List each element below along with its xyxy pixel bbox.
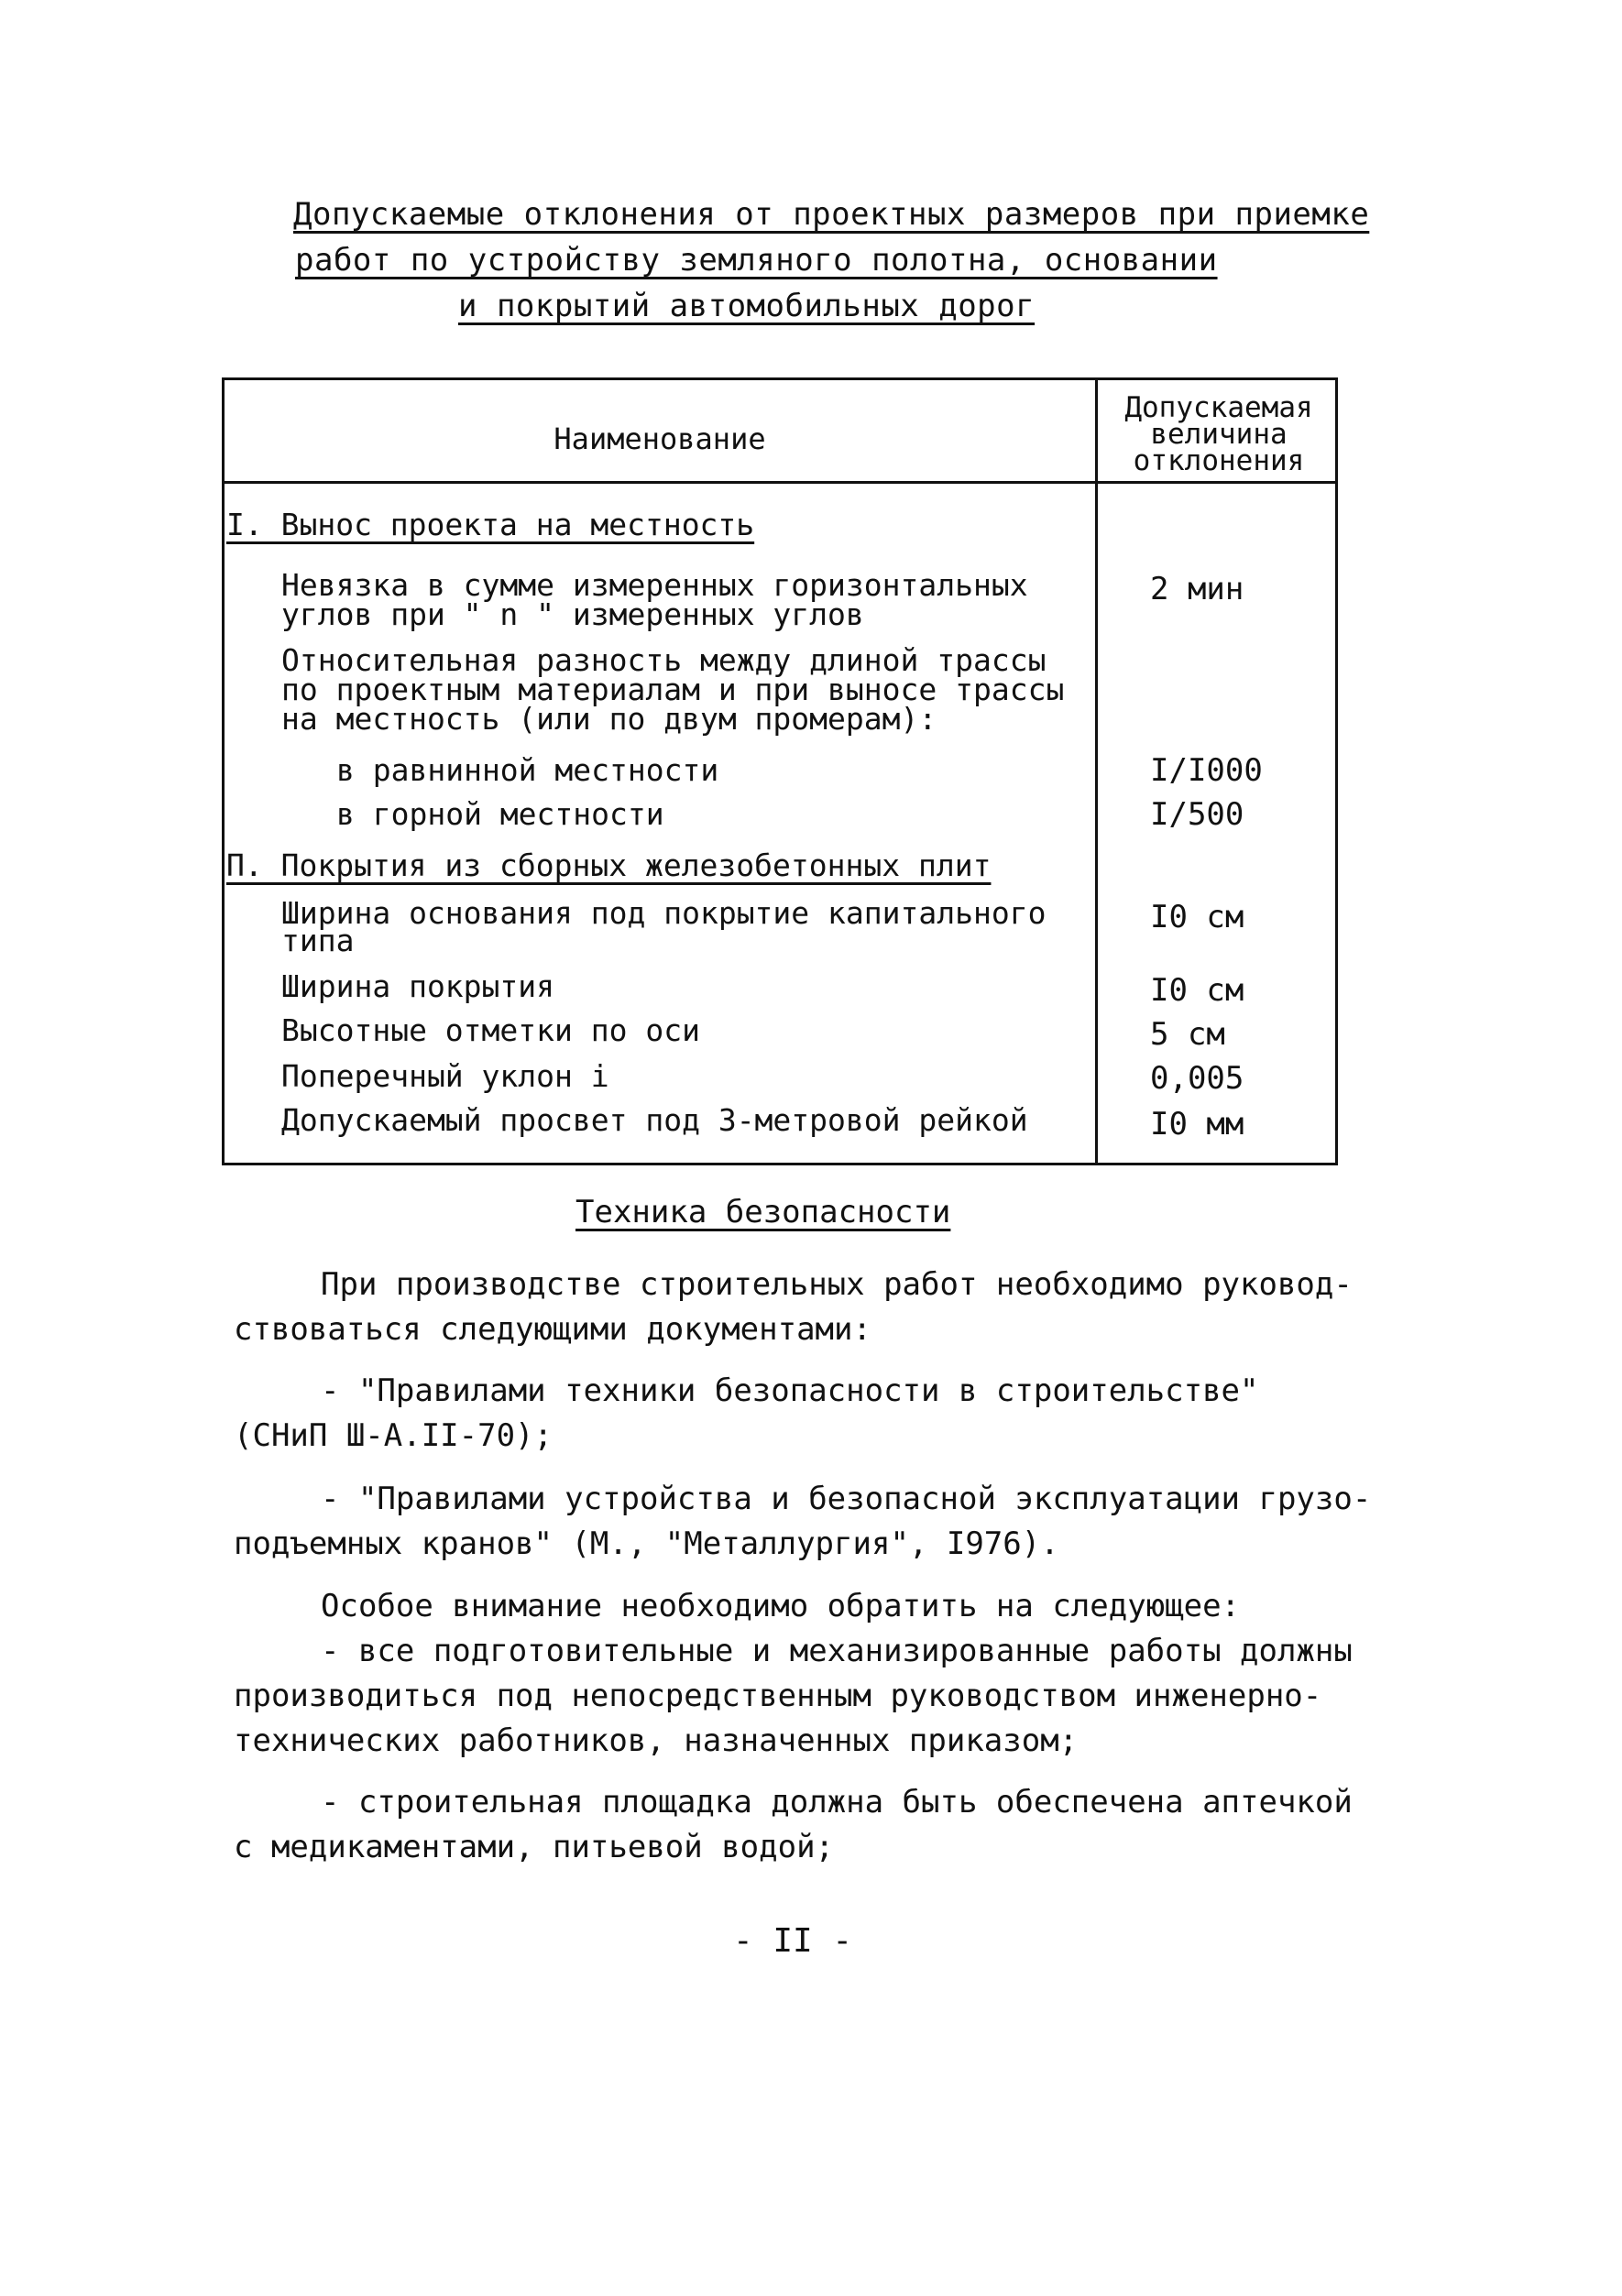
- table-row-value: 2 мин: [1150, 571, 1244, 607]
- header-deviation-line: Допускаемая: [1124, 391, 1313, 424]
- paragraph-line: - "Правилами техники безопасности в строительстве": [321, 1372, 1259, 1409]
- table-row-text: в горной местности: [336, 796, 664, 832]
- header-name: Наименование: [553, 421, 766, 456]
- paragraph-line: (СНиП Ш-А.II-70);: [234, 1417, 553, 1454]
- paragraph-line: подъемных кранов" (М., "Металлургия", I976).: [234, 1525, 1059, 1562]
- table-row-text: типа: [281, 923, 355, 958]
- title-line-1: Допускаемые отклонения от проектных размеров при приемке: [293, 196, 1370, 233]
- paragraph-line: ствоваться следующими документами:: [234, 1311, 871, 1348]
- table-row-value: I0 мм: [1150, 1106, 1244, 1143]
- table-row-text: по проектным материалам и при выносе трассы: [281, 672, 1065, 707]
- paragraph-line: - "Правилами устройства и безопасной эксплуатации грузо-: [321, 1481, 1372, 1517]
- table-row-value: I/I000: [1150, 752, 1263, 789]
- page-number: - II -: [733, 1922, 853, 1960]
- table-row-text: Ширина покрытия: [281, 968, 555, 1004]
- table-row-text: Высотные отметки по оси: [281, 1012, 700, 1048]
- header-divider: [225, 481, 1335, 484]
- table-row-value: 0,005: [1150, 1060, 1244, 1097]
- table-row-text: Невязка в сумме измеренных горизонтальных: [281, 567, 1028, 603]
- title-line-3: и покрытий автомобильных дорог: [458, 288, 1036, 324]
- header-deviation: [1104, 391, 1333, 477]
- header-deviation-line: величина: [1150, 418, 1288, 451]
- paragraph-line: - строительная площадка должна быть обеспечена аптечкой: [321, 1784, 1353, 1820]
- table-row-text: Относительная разность между длиной трассы: [281, 642, 1047, 678]
- paragraph-line: При производстве строительных работ необходимо руковод-: [321, 1266, 1353, 1303]
- table-row-text: Ширина основания под покрытие капитального: [281, 895, 1047, 931]
- paragraph-line: - все подготовительные и механизированные работы должны: [321, 1633, 1353, 1669]
- section-heading-2: П. Покрытия из сборных железобетонных плит: [226, 847, 992, 883]
- table-row-value: I/500: [1150, 796, 1244, 833]
- tolerance-table: [222, 377, 1338, 1165]
- paragraph-line: технических работников, назначенных приказом;: [234, 1722, 1079, 1759]
- table-row-text: углов при " n " измеренных углов: [281, 596, 864, 632]
- paragraph-line: Особое внимание необходимо обратить на следующее:: [321, 1588, 1241, 1624]
- section-title-safety: Техника безопасности: [575, 1194, 951, 1230]
- table-row-value: I0 см: [1150, 899, 1244, 935]
- table-row-text: Поперечный уклон i: [281, 1058, 609, 1094]
- paragraph-line: с медикаментами, питьевой водой;: [234, 1829, 835, 1865]
- table-row-value: 5 см: [1150, 1016, 1225, 1053]
- column-divider: [1095, 380, 1098, 1163]
- header-deviation-line: отклонения: [1133, 444, 1305, 477]
- table-row-text: в равнинной местности: [336, 752, 719, 788]
- paragraph-line: производиться под непосредственным руководством инженерно-: [234, 1678, 1322, 1714]
- section-heading-1: I. Вынос проекта на местность: [226, 507, 755, 542]
- table-row-value: I0 см: [1150, 972, 1244, 1009]
- table-row-text: Допускаемый просвет под 3-метровой рейкой: [281, 1102, 1028, 1138]
- title-line-2: работ по устройству земляного полотна, основании: [295, 242, 1218, 279]
- table-row-text: на местность (или по двум промерам):: [281, 701, 937, 737]
